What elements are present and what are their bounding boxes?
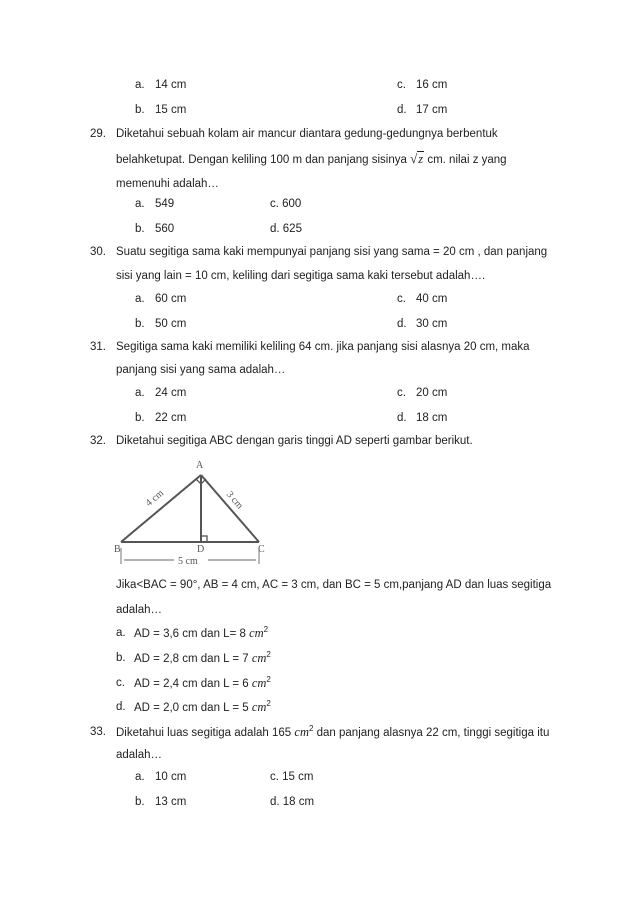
side-ab-label: 4 cm [143,487,166,509]
sqrt-radicand: z [418,152,424,166]
q30-option-d: 30 cm [416,318,448,330]
q32-option-b-letter: b. [116,652,126,664]
q30-line2: sisi yang lain = 10 cm, keliling dari segitiga sama kaki tersebut adalah…. [116,270,486,282]
q32-option-c-text: AD = 2,4 cm dan L = 6 [134,678,249,690]
q28-option-b: 15 cm [155,104,187,116]
q31-option-c-letter: c. [397,387,406,399]
q33-option-d: d. 18 cm [270,796,315,808]
q30-number: 30. [90,246,106,258]
side-bc-label: 5 cm [178,556,198,567]
q31-option-c: 20 cm [416,387,448,399]
unit-cm: cm [251,651,267,665]
q28-option-c: 16 cm [416,79,448,91]
q28-option-d: 17 cm [416,104,448,116]
side-ac-label: 3 cm [223,489,246,512]
q33-line2: adalah… [116,749,163,761]
q33-line1 [116,725,549,740]
q28-option-a: 14 cm [155,79,187,91]
q30-option-c: 40 cm [416,293,448,305]
q30-option-b: 50 cm [155,318,187,330]
q31-option-a: 24 cm [155,387,187,399]
q32-option-d [134,700,271,715]
q32-line3: adalah… [116,604,163,616]
unit-exponent: 2 [263,625,269,635]
q31-option-d: 18 cm [416,412,448,424]
q31-line2: panjang sisi yang sama adalah… [116,364,286,376]
unit-exponent: 2 [266,699,271,709]
q29-line2 [116,152,507,167]
q30-line1: Suatu segitiga sama kaki mempunyai panjang sisi yang sama = 20 cm , dan panjang [116,246,548,258]
vertex-d-label: D [197,544,205,555]
q33-option-b-letter: b. [135,796,145,808]
q29-option-b-letter: b. [135,223,145,235]
q32-line2: Jika<BAC = 90°, AB = 4 cm, AC = 3 cm, dan BC = 5 cm,panjang AD dan luas segitiga [116,579,552,591]
unit-exponent: 2 [266,650,271,660]
q29-number: 29. [90,128,106,140]
q33-option-b: 13 cm [155,796,187,808]
side-ab-line [121,475,201,542]
q31-option-b-letter: b. [135,412,145,424]
q29-option-a-letter: a. [135,198,145,210]
q29-line2-post: cm. nilai z yang [427,154,507,166]
q29-line1: Diketahui sebuah kolam air mancur diantara gedung-gedungnya berbentuk [116,128,498,140]
q32-option-b [134,651,271,666]
sqrt-symbol: √ [410,151,418,166]
q28-option-d-letter: d. [397,104,407,116]
q33-line1-pre: Diketahui luas segitiga adalah 165 [116,727,292,739]
q32-option-b-text: AD = 2,8 cm dan L = 7 [134,653,249,665]
q33-number: 33. [90,726,106,738]
q28-option-c-letter: c. [397,79,406,91]
unit-cm: cm [294,725,309,739]
q33-option-a-letter: a. [135,771,145,783]
q29-option-c: c. 600 [270,198,302,210]
q32-option-c [134,676,271,691]
unit-exponent: 2 [266,675,271,685]
q32-option-a [134,626,268,641]
q30-option-c-letter: c. [397,293,406,305]
vertex-c-label: C [258,544,265,555]
q33-option-c: c. 15 cm [270,771,314,783]
q31-number: 31. [90,341,106,353]
q32-option-a-letter: a. [116,627,126,639]
q33-line1-post: dan panjang alasnya 22 cm, tinggi segitiga itu [316,727,550,739]
q32-option-c-letter: c. [116,677,125,689]
vertex-b-label: B [114,544,121,555]
q28-option-b-letter: b. [135,104,145,116]
q30-option-a: 60 cm [155,293,187,305]
q29-line2-pre: belahketupat. Dengan keliling 100 m dan panjang sisinya [116,154,407,166]
q33-option-a: 10 cm [155,771,187,783]
unit-exponent: 2 [308,724,314,734]
q30-option-d-letter: d. [397,318,407,330]
q32-option-d-text: AD = 2,0 cm dan L = 5 [134,702,249,714]
q29-line3: memenuhi adalah… [116,178,219,190]
q30-option-b-letter: b. [135,318,145,330]
q31-option-a-letter: a. [135,387,145,399]
q28-option-a-letter: a. [135,79,145,91]
vertex-a-label: A [196,460,204,471]
q32-option-d-letter: d. [116,701,126,713]
q32-number: 32. [90,435,106,447]
side-ac-line [201,475,259,542]
q29-option-a: 549 [155,198,175,210]
q31-line1: Segitiga sama kaki memiliki keliling 64 cm. jika panjang sisi alasnya 20 cm, maka [116,341,530,353]
q29-option-d: d. 625 [270,223,302,235]
unit-cm: cm [251,700,267,714]
triangle-abc-figure [112,452,282,570]
q30-option-a-letter: a. [135,293,145,305]
q31-option-d-letter: d. [397,412,407,424]
q29-option-b: 560 [155,223,175,235]
q31-option-b: 22 cm [155,412,187,424]
unit-cm: cm [251,676,267,690]
q32-option-a-text: AD = 3,6 cm dan L= 8 [134,628,246,640]
unit-cm: cm [249,626,264,640]
q32-line1: Diketahui segitiga ABC dengan garis tinggi AD seperti gambar berikut. [116,435,473,447]
